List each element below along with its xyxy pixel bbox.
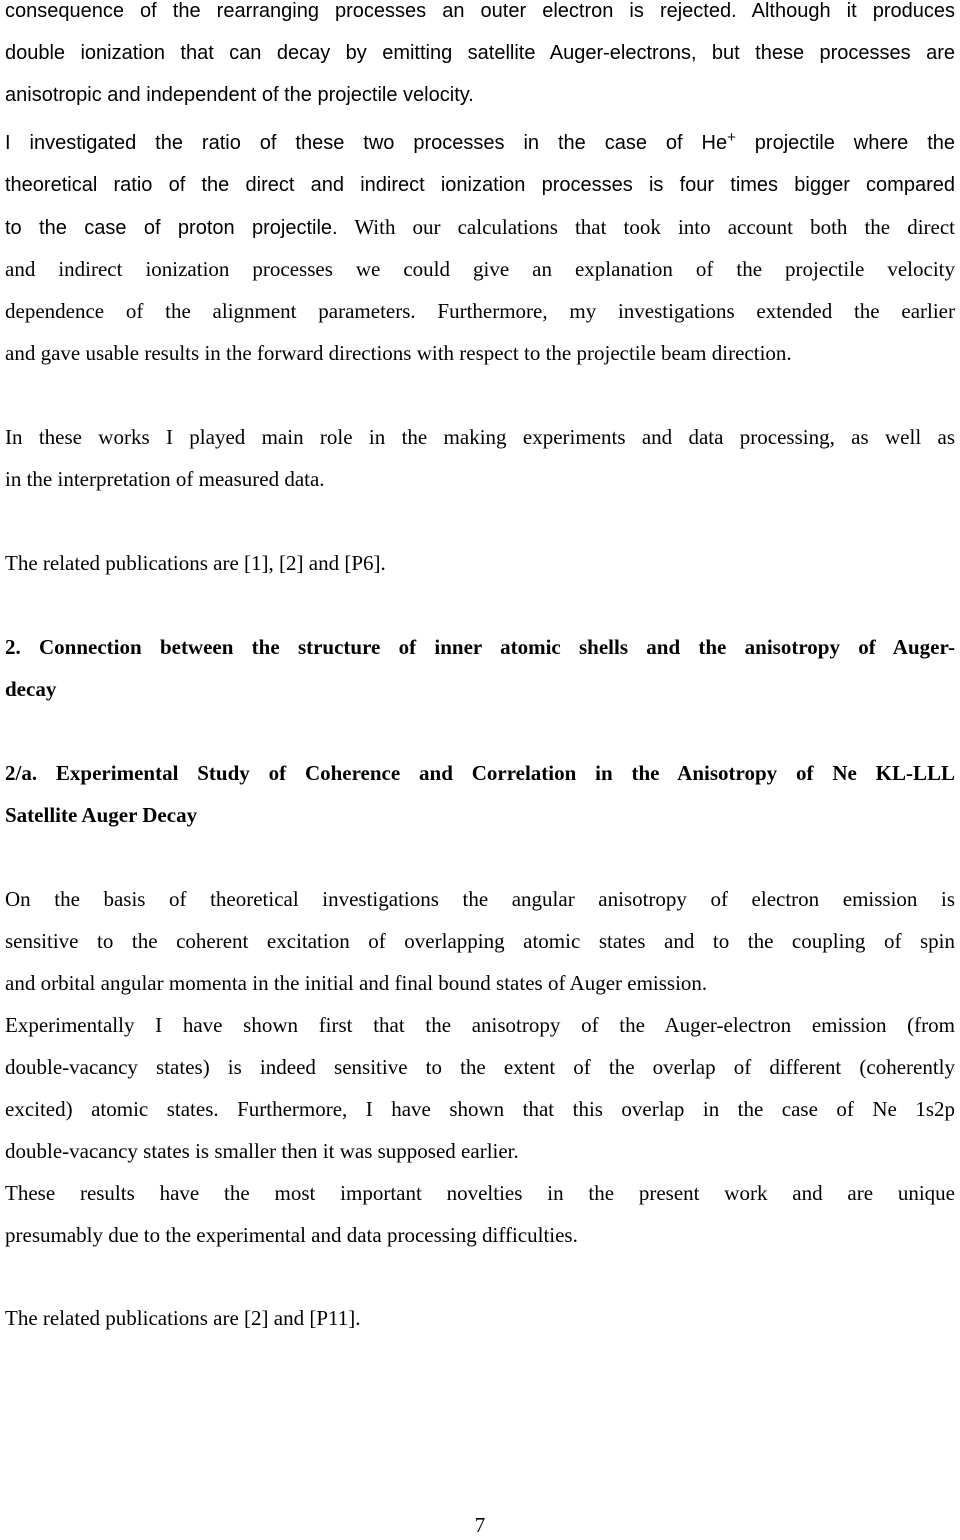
section-2a-heading-line-1: 2/a. Experimental Study of Coherence and Correlation in the Anisotropy of Ne KL-LLL <box>5 761 955 785</box>
ratio-paragraph-line-4: and indirect ionization processes we could give an explanation of the projectile velocity <box>5 257 955 281</box>
ratio-paragraph-line-5 <box>5 296 955 326</box>
basis-paragraph-line-5: double-vacancy states) is indeed sensitive to the extent of the overlap of different (coherently <box>5 1055 955 1079</box>
ratio-line-3-serif: With our calculations that took into account both the direct <box>337 215 956 239</box>
basis-paragraph-line-8: These results have the most important novelties in the present work and are unique <box>5 1181 955 1205</box>
ratio-line-5-b: Furthermore, my investigations extended the earlier <box>415 299 955 323</box>
ratio-paragraph-line-1 <box>5 128 955 158</box>
basis-paragraph-line-6: excited) atomic states. Furthermore, I have shown that this overlap in the case of Ne 1s2p <box>5 1097 955 1121</box>
section-2-heading-line-2: decay <box>5 677 57 701</box>
ion-charge-superscript: + <box>727 129 736 146</box>
top-paragraph-line-1: consequence of the rearranging processes an outer electron is rejected. Although it produces <box>5 0 955 22</box>
basis-paragraph-line-4: Experimentally I have shown first that the anisotropy of the Auger-electron emission (from <box>5 1013 955 1037</box>
top-paragraph-line-2: double ionization that can decay by emitting satellite Auger-electrons, but these processes are <box>5 42 955 64</box>
basis-paragraph-line-2: sensitive to the coherent excitation of overlapping atomic states and to the coupling of spin <box>5 929 955 953</box>
related-publications-1: The related publications are [1], [2] and [P6]. <box>5 551 386 575</box>
basis-paragraph-line-7: double-vacancy states is smaller then it was supposed earlier. <box>5 1139 519 1163</box>
section-2a-heading-line-2: Satellite Auger Decay <box>5 803 198 827</box>
ratio-line-3-sans: to the case of proton projectile. <box>5 217 338 239</box>
basis-paragraph-line-3: and orbital angular momenta in the initial and final bound states of Auger emission. <box>5 971 708 995</box>
top-paragraph-line-3: anisotropic and independent of the projectile velocity. <box>5 84 474 106</box>
basis-paragraph-line-9: presumably due to the experimental and data processing difficulties. <box>5 1223 578 1247</box>
ratio-paragraph-line-2: theoretical ratio of the direct and indirect ionization processes is four times bigger compared <box>5 174 955 196</box>
ratio-line-1-text: I investigated the ratio of these two processes in the case of He <box>5 132 728 154</box>
role-paragraph-line-1: In these works I played main role in the making experiments and data processing, as well as <box>5 425 955 449</box>
ratio-paragraph-line-3 <box>5 212 955 242</box>
section-2-heading-line-1: 2. Connection between the structure of inner atomic shells and the anisotropy of Auger- <box>5 635 955 659</box>
ratio-paragraph-line-6: and gave usable results in the forward directions with respect to the projectile beam direction. <box>5 341 792 365</box>
related-publications-2: The related publications are [2] and [P11]. <box>5 1306 361 1330</box>
page-number: 7 <box>474 1513 486 1537</box>
ratio-line-1-tail: projectile where the <box>735 132 955 154</box>
basis-paragraph-line-1: On the basis of theoretical investigations the angular anisotropy of electron emission is <box>5 887 955 911</box>
ratio-line-5-a: dependence of the alignment parameters. <box>5 299 416 323</box>
role-paragraph-line-2: in the interpretation of measured data. <box>5 467 325 491</box>
